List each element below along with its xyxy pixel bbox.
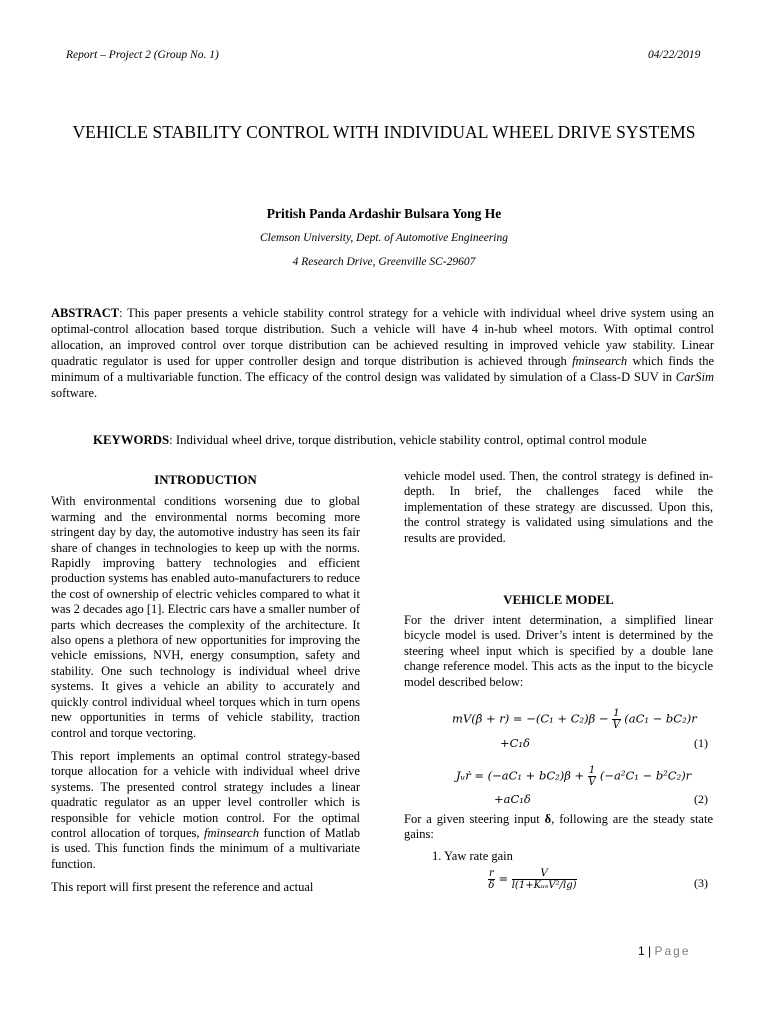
yaw-rate-gain-item: 1. Yaw rate gain xyxy=(432,849,513,863)
equation-2-number: (2) xyxy=(694,792,708,806)
eq3-lhs-fraction xyxy=(488,868,495,891)
equation-2-line-2: +aC₁δ xyxy=(494,792,531,806)
running-header-date: 04/22/2019 xyxy=(648,49,701,61)
abstract xyxy=(51,305,714,401)
affiliation: Clemson University, Dept. of Automotive Engineering xyxy=(260,232,508,244)
abstract-text-2: which finds the minimum of a multivariable function. The efficacy of the control design was validated by simulation of a Class-D SUV in xyxy=(51,354,714,384)
eq3-rhs-den: l(1+KᵤₛV²/lg) xyxy=(511,880,577,891)
page-number: 1 xyxy=(638,944,645,958)
equation-1-line-2: +C₁δ xyxy=(500,736,530,750)
keywords-label: KEYWORDS xyxy=(93,433,170,447)
left-column xyxy=(51,473,360,904)
steady-text: For a given steering input xyxy=(404,812,545,826)
running-header-left: Report – Project 2 (Group No. 1) xyxy=(66,49,219,61)
eq3-rhs-fraction xyxy=(512,868,577,891)
equation-3-number: (3) xyxy=(694,876,708,890)
intro-paragraph-3: This report will first present the reference and actual xyxy=(51,880,314,895)
delta-symbol: δ xyxy=(544,812,552,826)
abstract-text: : This paper presents a vehicle stability control strategy for a vehicle with individual wheel drive system using an optimal-control allocation based torque distribution. Such a vehicle will have 4 in-hub wheel motors. With optimal control allocation, an improved control over torque distribution can be achieved resulting in improved vehicle yaw stability. Linear quadratic regulator is used for upper controller design and torque distribution is achieved through xyxy=(51,306,714,368)
eq1-lhs: mV(β̇ + r) = −(C₁ + C₂)β − xyxy=(452,711,609,726)
intro-p2-text-2: function of Matlab is used. This function finds the minimum of a multivariate function. xyxy=(51,825,360,871)
eq1-fraction xyxy=(612,708,620,731)
equation-1-number: (1) xyxy=(694,736,708,750)
eq1-rhs: (aC₁ − bC₂)r xyxy=(624,711,697,726)
eq1-frac-den: V xyxy=(612,720,620,731)
abstract-label: ABSTRACT xyxy=(51,306,120,320)
intro-paragraph-2 xyxy=(51,749,360,872)
page-separator: | xyxy=(644,944,655,958)
equation-3: $\frac{r}{\delta}$ = $\frac{V}{\text{l(1+KᵤₛV²/lg)}}$ xyxy=(488,868,577,891)
equation-1-line-1 xyxy=(452,708,697,731)
intro-paragraph-1: With environmental conditions worsening due to global warming and the environmental norms becoming more stringent day by day, the automotive industry has seen its fair share of changes in technologies to keep up with the norms. Rapidly improving battery technologies and efficient production systems has enabled auto-manufacturers to reduce the cost of ownership of electric vehicles compared to what it was 2 decades ago [1]. Electric cars have a smaller number of parts which decreases the complexity of the architecture. It also opens a plethora of new opportunities for improving the vehicle emissions, NVH, energy consumption, safety and stability. One such technology is individual wheel drive systems. It gives a vehicle an ability to accurately and quickly control individual wheel torques which in turn opens new opportunities in terms of vehicle stability, traction control and torque vectoring. xyxy=(51,494,360,740)
intro-heading: INTRODUCTION xyxy=(154,473,257,487)
vehicle-model-paragraph: For the driver intent determination, a simplified linear bicycle model is used. Driver’s intent is determined by the steering wheel input which is specified by a double lane change reference model. This acts as the input to the bicycle model described below: xyxy=(404,613,713,689)
carsim-term: CarSim xyxy=(675,370,714,384)
page-label: Page xyxy=(654,944,691,958)
eq3-lhs-den: δ xyxy=(488,880,495,891)
fminsearch-term: fminsearch xyxy=(572,354,628,368)
page-footer xyxy=(638,944,691,958)
right-column-continued: vehicle model used. Then, the control strategy is defined in-depth. In brief, the challenges faced while the implementation of these strategy are discussed. Upon this, the control strategy is validated using simulations and the results are provided. xyxy=(404,469,713,545)
fminsearch-term-2: fminsearch xyxy=(203,825,260,840)
eq2-frac-num: 1 xyxy=(588,765,596,776)
eq2-fraction xyxy=(588,765,596,788)
author-list: Pritish Panda Ardashir Bulsara Yong He xyxy=(266,206,502,221)
eq2-frac-den: V xyxy=(588,777,596,788)
steady-state-paragraph xyxy=(404,812,713,843)
keywords-text: : Individual wheel drive, torque distribution, vehicle stability control, optimal control module xyxy=(169,433,647,447)
abstract-text-3: software. xyxy=(51,386,98,400)
paper-title: VEHICLE STABILITY CONTROL WITH INDIVIDUAL WHEEL DRIVE SYSTEMS xyxy=(72,122,696,142)
equation-2-line-1 xyxy=(456,765,691,788)
address: 4 Research Drive, Greenville SC-29607 xyxy=(292,256,476,268)
eq1-frac-num: 1 xyxy=(613,708,620,719)
eq3-lhs-num: r xyxy=(489,868,494,879)
intro-p2-text: This report implements an optimal control strategy-based torque allocation for a vehicle with individual wheel drive systems. The presented control strategy includes a linear quadratic regulator as an upper level controller which is responsible for vehicle motion control. For the optimal control allocation of torques, xyxy=(51,748,360,840)
steady-text-2: , following are the steady state gains: xyxy=(404,812,713,842)
vehicle-model-heading: VEHICLE MODEL xyxy=(503,593,614,607)
eq3-rhs-num: V xyxy=(512,868,577,880)
keywords xyxy=(93,433,733,448)
eq2-lhs: Jᵤṙ = (−aC₁ + bC₂)β + xyxy=(456,768,585,783)
eq2-rhs: (−a²C₁ − b²C₂)r xyxy=(599,768,692,783)
